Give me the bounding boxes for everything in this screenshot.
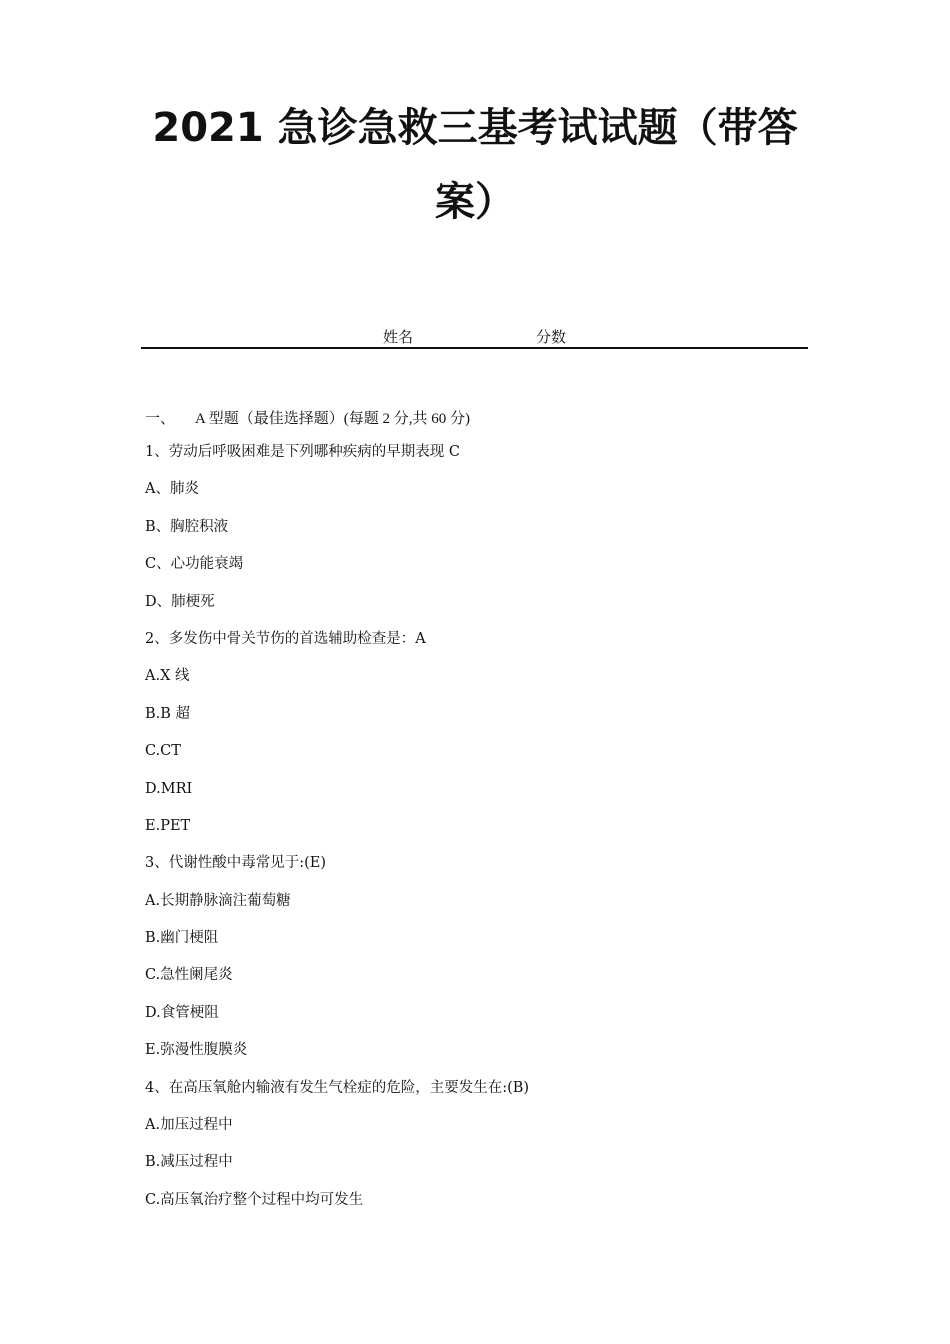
header-divider (141, 347, 808, 349)
section-number: 一、 (145, 411, 176, 427)
option-line: E.PET (145, 817, 191, 834)
option-line: A.X 线 (145, 668, 190, 685)
option-line: B.幽门梗阻 (145, 930, 219, 947)
option-line: A.长期静脉滴注葡萄糖 (145, 892, 291, 909)
question-4: 4、在高压氧舱内输液有发生气栓症的危险，主要发生在:(B) (145, 1079, 530, 1096)
option-line: C.急性阑尾炎 (145, 967, 233, 984)
option-line: C.CT (145, 743, 181, 760)
option-line: C、心功能衰竭 (145, 556, 244, 573)
option-line: D、肺梗死 (145, 593, 215, 610)
name-label: 姓名 (383, 328, 414, 346)
option-line: A、肺炎 (145, 481, 199, 498)
option-line: E.弥漫性腹膜炎 (145, 1042, 248, 1059)
question-1: 1、劳动后呼吸困难是下列哪种疾病的早期表现 C (145, 444, 460, 460)
document-title-line-2: 案） (435, 179, 515, 225)
option-line: C.高压氧治疗整个过程中均可发生 (145, 1191, 364, 1208)
question-2: 2、多发伤中骨关节伤的首选辅助检查是：A (145, 630, 426, 647)
option-line: B.B 超 (145, 705, 191, 722)
section-title: A 型题（最佳选择题）(每题 2 分,共 60 分) (195, 411, 470, 427)
question-list (145, 441, 805, 1226)
section-heading (145, 407, 470, 431)
document-title-line-1: 2021 急诊急救三基考试试题（带答 (152, 105, 798, 151)
question-3: 3、代谢性酸中毒常见于:(E) (145, 855, 327, 872)
option-line: D.MRI (145, 780, 193, 797)
option-line: A.加压过程中 (145, 1117, 233, 1134)
option-line: B.减压过程中 (145, 1154, 233, 1171)
option-line: D.食管梗阻 (145, 1004, 219, 1021)
score-label: 分数 (536, 328, 567, 346)
option-line: B、胸腔积液 (145, 518, 229, 535)
